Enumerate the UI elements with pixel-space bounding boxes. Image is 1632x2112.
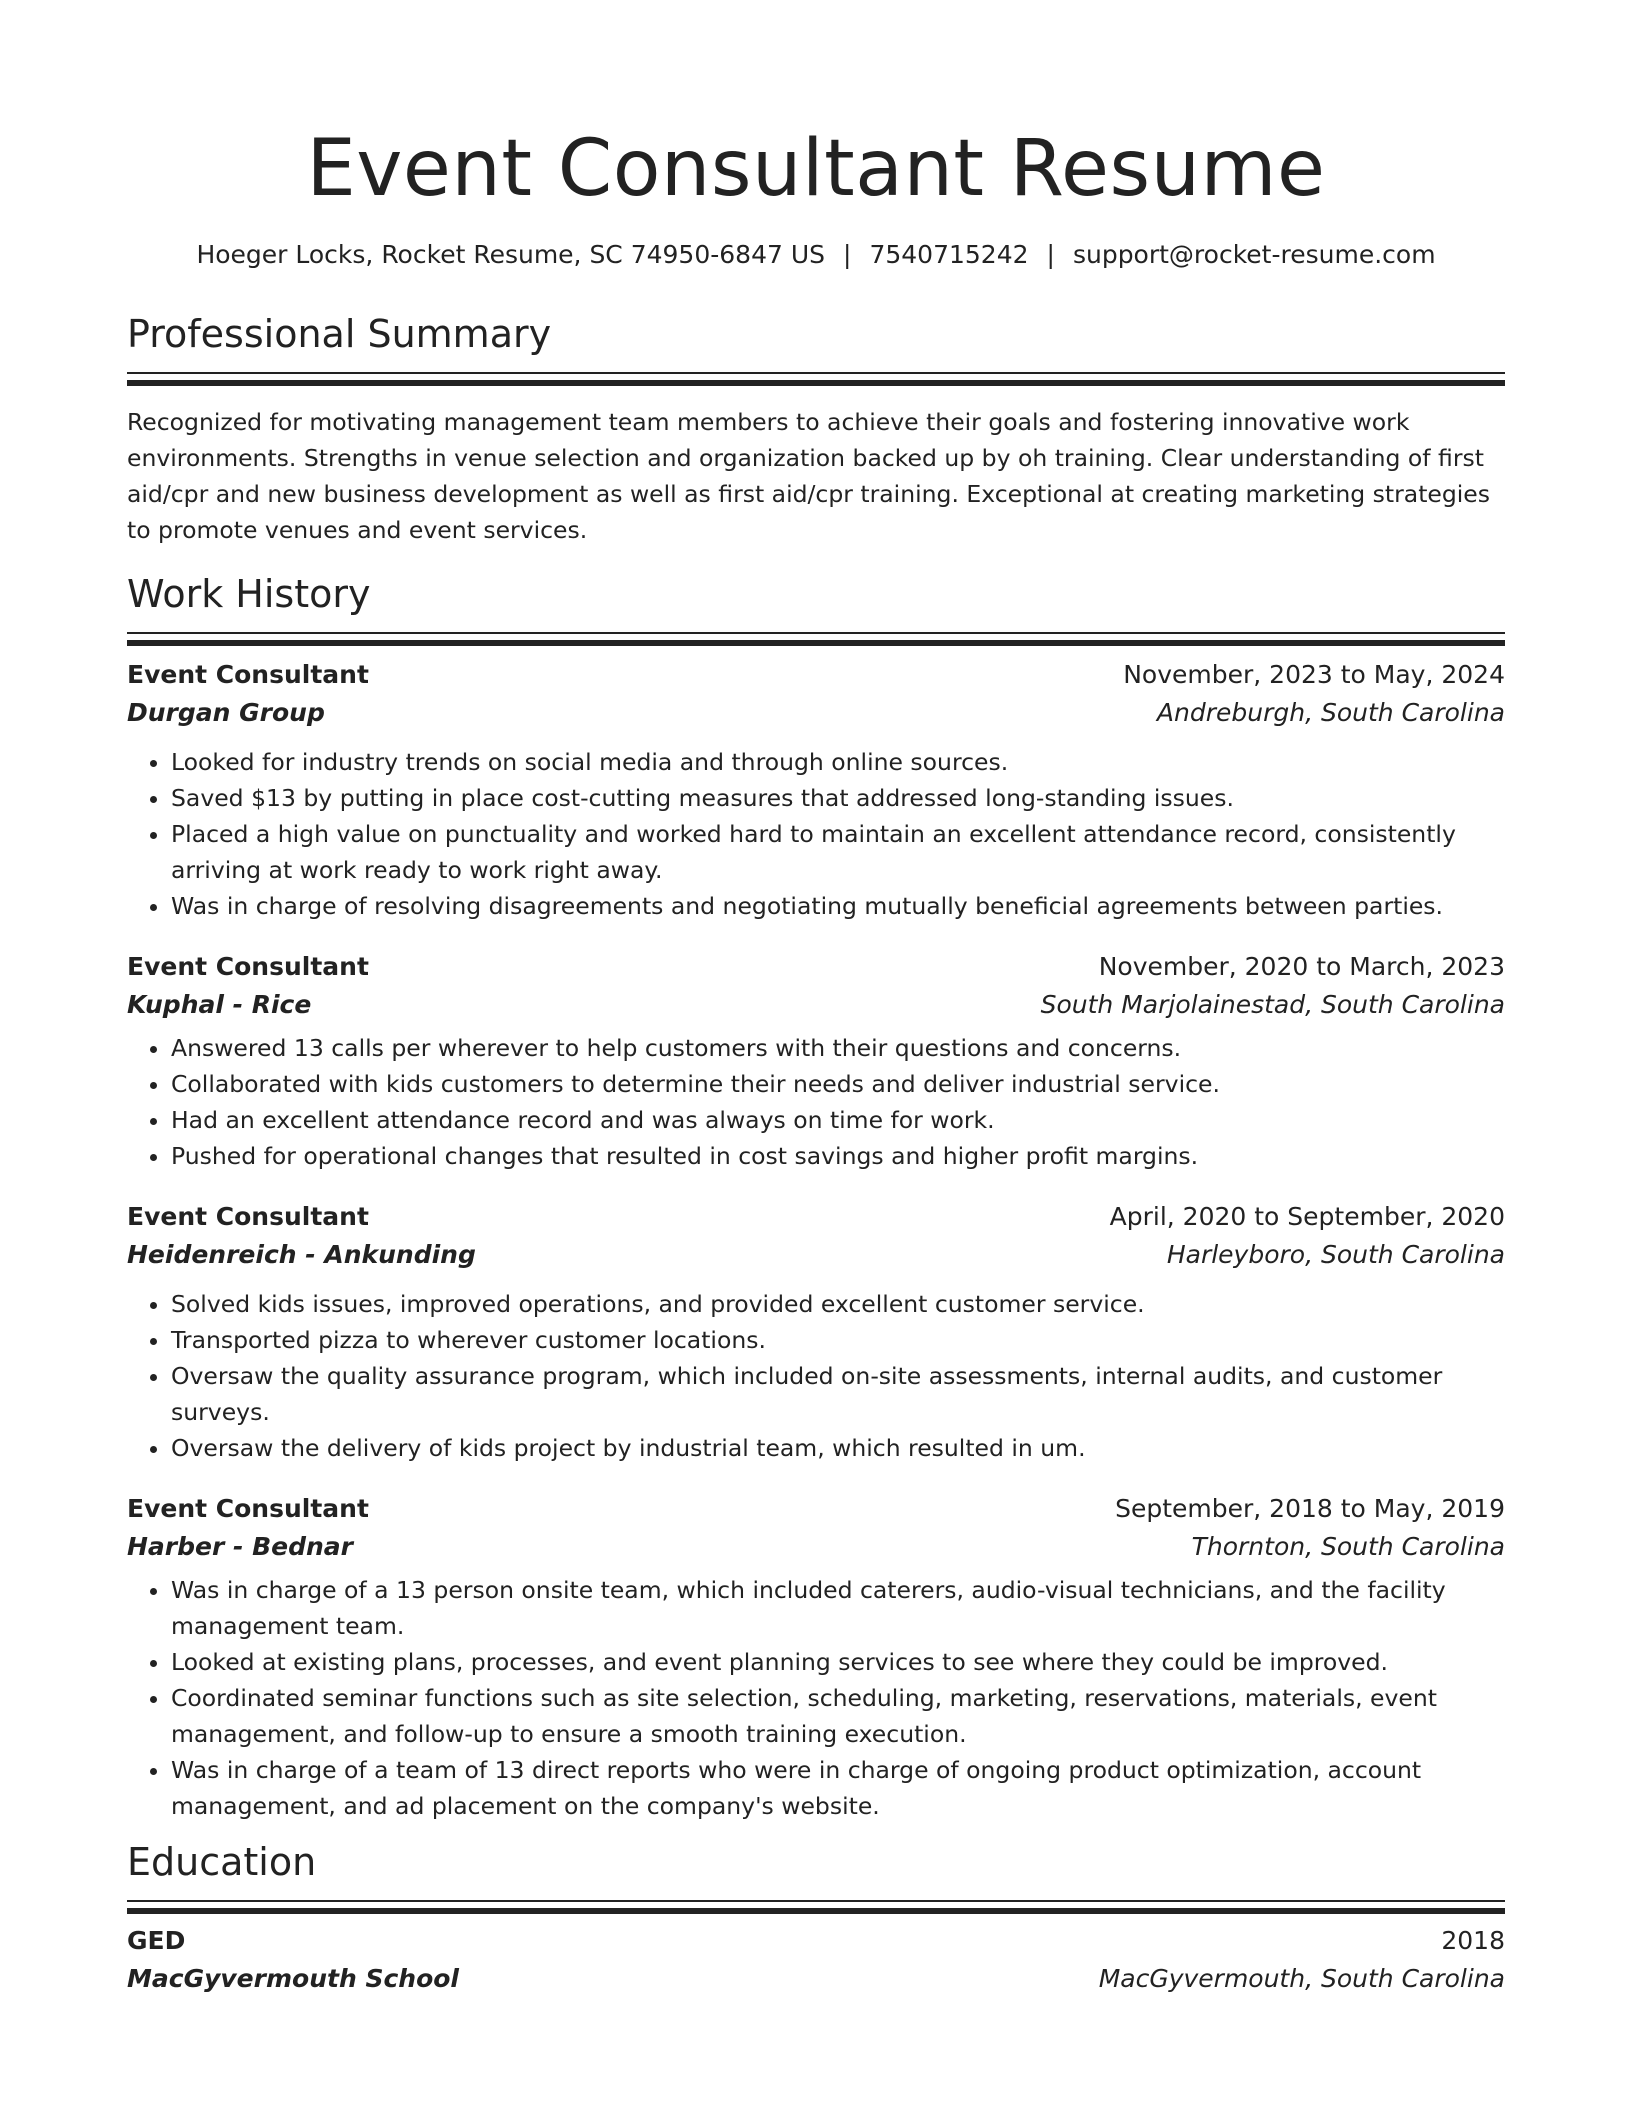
job-bullet: • Was in charge of a team of 13 direct reports who were in charge of ongoing product optimization, account management, and ad placement on the company's website. [171,1752,1505,1824]
job-bullet: • Pushed for operational changes that resulted in cost savings and higher profit margins. [171,1138,1505,1174]
job-dates: November, 2020 to March, 2023 [1098,952,1505,981]
job-bullet: • Transported pizza to wherever customer locations. [171,1322,1505,1358]
job-bullet: • Looked at existing plans, processes, and event planning services to see where they could be improved. [171,1644,1505,1680]
job-title: Event Consultant [127,952,369,981]
education-section [127,1838,1505,1998]
job-dates: November, 2023 to May, 2024 [1123,660,1505,689]
job-bullets [127,1572,1505,1824]
job-bullet: • Saved $13 by putting in place cost-cutting measures that addressed long-standing issues. [171,780,1505,816]
job-location: South Marjolainestad, South Carolina [1040,990,1505,1019]
job-bullet: • Coordinated seminar functions such as site selection, scheduling, marketing, reservations, materials, event management, and follow-up to ensure a smooth training execution. [171,1680,1505,1752]
education-year: 2018 [1441,1926,1505,1955]
section-heading-work-history: Work History [127,572,371,616]
section-heading-summary: Professional Summary [127,312,552,356]
job-company: Durgan Group [127,698,325,727]
education-header-row [127,1922,1505,1960]
section-divider [127,632,1505,634]
job-entry [127,1490,1505,1824]
job-company-row [127,986,1505,1024]
job-bullet: • Solved kids issues, improved operations, and provided excellent customer service. [171,1286,1505,1322]
job-bullet: • Collaborated with kids customers to determine their needs and deliver industrial service. [171,1066,1505,1102]
job-bullet: • Answered 13 calls per wherever to help customers with their questions and concerns. [171,1030,1505,1066]
job-dates: September, 2018 to May, 2019 [1115,1494,1505,1523]
summary-section [127,310,1505,548]
job-company: Kuphal - Rice [127,990,312,1019]
job-header-row [127,948,1505,986]
job-bullets [127,744,1505,924]
job-bullet: • Was in charge of a 13 person onsite team, which included caterers, audio-visual technicians, and the facility management team. [171,1572,1505,1644]
contact-separator: | [1046,240,1055,269]
job-header-row [127,1490,1505,1528]
education-school: MacGyvermouth School [127,1964,459,1993]
education-degree: GED [127,1926,186,1955]
work-history-section [127,570,1505,1824]
job-bullet: • Oversaw the quality assurance program, which included on-site assessments, internal audits, and customer surveys. [171,1358,1505,1430]
contact-separator: | [843,240,852,269]
education-school-row [127,1960,1505,1998]
job-bullet: • Oversaw the delivery of kids project by industrial team, which resulted in um. [171,1430,1505,1466]
job-dates: April, 2020 to September, 2020 [1109,1202,1505,1231]
job-company: Harber - Bednar [127,1532,353,1561]
contact-address: Hoeger Locks, Rocket Resume, SC 74950-6847 US [196,240,826,269]
job-entry [127,656,1505,924]
education-location: MacGyvermouth, South Carolina [1098,1964,1505,1993]
job-title: Event Consultant [127,1202,369,1231]
job-entry [127,948,1505,1174]
job-bullet: • Placed a high value on punctuality and worked hard to maintain an excellent attendance record, consistently arriving at work ready to work right away. [171,816,1505,888]
section-divider [127,1900,1505,1902]
job-location: Thornton, South Carolina [1191,1532,1505,1561]
contact-line [127,238,1505,272]
job-bullet: • Was in charge of resolving disagreements and negotiating mutually beneficial agreements between parties. [171,888,1505,924]
contact-email: support@rocket-resume.com [1072,240,1436,269]
job-bullets [127,1286,1505,1466]
summary-text: Recognized for motivating management team members to achieve their goals and fostering innovative work environments. Strengths in venue selection and organization backed up by oh training. Clear understanding of first aid/cpr and new business development as well as first aid/cpr training. Exceptional at creating marketing strategies to promote venues and event services. [127,408,1491,544]
job-title: Event Consultant [127,1494,369,1523]
job-bullets [127,1030,1505,1174]
job-title: Event Consultant [127,660,369,689]
job-company-row [127,1528,1505,1566]
job-header-row [127,656,1505,694]
job-bullet: • Had an excellent attendance record and was always on time for work. [171,1102,1505,1138]
job-company-row [127,694,1505,732]
job-company-row [127,1236,1505,1274]
resume-title: Event Consultant Resume [306,124,1326,214]
job-location: Andreburgh, South Carolina [1156,698,1505,727]
job-header-row [127,1198,1505,1236]
education-entry [127,1922,1505,1998]
contact-phone: 7540715242 [869,240,1029,269]
job-company: Heidenreich - Ankunding [127,1240,476,1269]
job-bullet: • Looked for industry trends on social media and through online sources. [171,744,1505,780]
job-location: Harleyboro, South Carolina [1166,1240,1505,1269]
section-divider [127,372,1505,374]
section-heading-education: Education [127,1840,317,1884]
job-entry [127,1198,1505,1466]
